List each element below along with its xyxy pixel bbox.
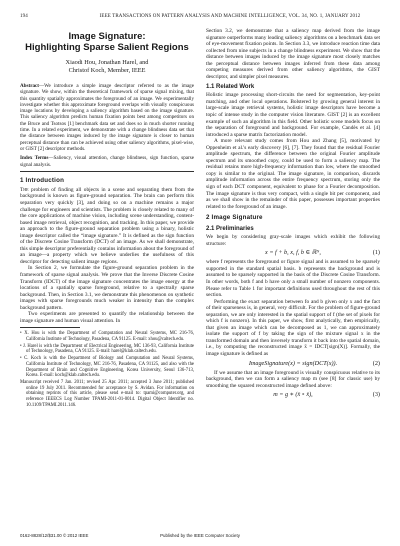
prelim-paragraph-2: where f represents the foreground or figure signal and is assumed to be sparsely supported in the standard spatial basis. b represents the background and is assumed to be sparsely supported in the basis of the Discrete Cosine Transform. In other words, both f and b have only a small number of nonzero components. Please refer to Table 1 for important definitions used throughout the rest of this section. [206,259,380,299]
intro-paragraph-1 [20,187,194,266]
equation-2-number: (2) [372,359,380,367]
right-column [206,28,380,401]
abstract [20,83,194,152]
paper-title [20,31,194,53]
subsection-heading-preliminaries: 2.1 Preliminaries [206,226,254,233]
footer-publisher: Published by the IEEE Computer Society [160,533,240,538]
right-paragraph-1: Section 3.2, we demonstrate that a saliency map derived from the image signature outperforms many leading saliency algorithms on a benchmark data set of eye-movement fixation points. In Section 3.3, we introduce reaction time data collected from nine subjects in a change blindness experiment. We show that the distance between images induced by the image signature most closely matches the perceptual distance between images inferred from these data among competing measures derived from other saliency algorithms, the GIST descriptor, and simpler pixel measures. [206,28,380,80]
author-list [20,59,194,75]
abstract-divider [20,171,194,172]
section-heading-introduction: 1 Introduction [20,176,65,184]
footnote-rule [20,327,80,328]
footnote-koch: • C. Koch is with the Department of Biology and Computation and Neural Systems, California Institute of Technology, MC 216-76, Pasadena, CA 91125, and also with the Department of Brain and Cognitive Engineering, Korea University, Seoul 136-713, Korea. E-mail: koch@klab.caltech.edu. [20,356,194,379]
equation-1-number: (1) [372,249,380,257]
intro-paragraph-2: In Section 2, we formulate the figure-ground separation problem in the framework of sparse signal analysis. We prove that the Inverse Discrete Cosine Transform (IDCT) of the image signature concentrates the image energy at the locations of a spatially sparse foreground, relative to a spectrally sparse background. Then, in Section 3.1, we demonstrate this phenomenon on synthetic images with sparse foregrounds much weaker in intensity than the complex background pattern. [20,265,194,311]
related-paragraph-1: Holistic image processing short-circuits the need for segmentation, key-point matching, and other local operations. Bolstered by growing general interest in large-scale image retrieval systems, holistic image descriptors have become a topic of intense study in the computer vision literature. GIST [2] is an excellent example of such an algorithm in this field. Other holistic scene models focus on the separation of foreground and background. For example, Candès et al. [4] introduced a sparse matrix factorization model. [206,92,380,138]
title-line-1: Image Signature: [68,31,146,42]
equation-2-body: ImageSignature(x) = sign(DCT(x)). [248,359,338,367]
subsection-heading-related-work: 1.1 Related Work [206,84,255,91]
page-number: 194 [20,14,28,19]
footnote-harel: • J. Harel is with the Department of Electrical Engineering, MC 136-93, California Institute of Technology, Pasadena, CA 91125. E-mail: harel@klab.caltech.edu. [20,343,194,355]
title-line-2: Highlighting Sparse Salient Regions [25,42,189,53]
equation-3 [206,390,380,400]
authors-line-2: Christof Koch, Member, IEEE [68,67,146,74]
authors-line-1: Xiaodi Hou, Jonathan Harel, and [65,59,149,66]
index-terms-label: Index Terms [20,155,49,162]
prelim-paragraph-3: Performing the exact separation between fo and b given only x and the fact of their sparseness is, in general, very difficult. For the problem of figure-ground separation, we are only interested in the spatial support of f (the set of pixels for which f is nonzero). In this paper, we show, first analytically, then empirically, that given an image which can be decomposed as 1, we can approximately isolate the support of f by taking the sign of the mixture signal x in the transformed domain and then inversely transform it back into the spatial domain, i.e., by computing the reconstructed image x̄ = IDCT[sign(X)]. Formally, the image signature is defined as [206,298,380,357]
intro-paragraph-1-text: problem of finding all objects in a scene and separating them from the background is known as figure-ground separation. The brain can perform this separation very quickly [3], and doing so on a machine remains a major challenge for engineers and scientists. The problem is closely related to many of the core applications of machine vision, including scene understanding, content-based image retrieval, object recognition, and tracking. In this paper, we provide an approach to the figure-ground separation problem using a binary, holistic image descriptor called the “image signature.” It is defined as the sign function of the Discrete Cosine Transform (DCT) of an image. As we shall demonstrate, this simple descriptor preferentially contains information about the foreground of an image—a property which we believe underlies the usefulness of this descriptor for detecting salient image regions. [20,186,194,265]
index-terms [20,155,194,168]
intro-lead-word: The [20,186,29,193]
equation-1 [206,248,380,258]
abstract-text: —We introduce a simple image descriptor referred to as the image signature. We show, within the theoretical framework of sparse signal mixing, that this quantity spatially approximates the foreground of an image. We experimentally investigate whether this approximate foreground overlaps with visually conspicuous image locations by developing a saliency algorithm based on the image signature. This saliency algorithm predicts human fixation points best among competitors on the Bruce and Tsotsos [1] benchmark data set and does so in much shorter running time. In a related experiment, we demonstrate with a change blindness data set that the distance between images induced by the image signature is closer to human perceptual distance than can be achieved using other saliency algorithms, pixel-wise, or GIST [2] descriptor methods. [20,83,194,152]
abstract-label: Abstract [20,83,39,89]
prelim-paragraph-1: We begin by considering gray-scale images which exhibit the following structure: [206,234,380,247]
index-terms-text: —Saliency, visual attention, change blindness, sign function, sparse signal analysis. [20,155,194,168]
section-heading-image-signature: 2 Image Signature [206,214,263,222]
left-column [20,28,194,409]
journal-name: IEEE TRANSACTIONS ON PATTERN ANALYSIS AND MACHINE INTELLIGENCE, VOL. 34, NO. 1, JANUARY 2012 [99,14,361,19]
equation-2 [206,359,380,369]
footnote-hou: • X. Hou is with the Department of Computation and Neural Systems, MC 216-76, California Institute of Technology, Pasadena, CA 91125. E-mail: xhou@caltech.edu. [20,331,194,343]
intro-paragraph-3: Two experiments are presented to quantify the relationship between the image signature and human visual attention. In [20,311,194,324]
footnotes [20,327,194,408]
footer-copyright: 0162-8828/12/$31.00 © 2012 IEEE [20,533,89,538]
equation-1-body: x = f + b, x, f, b ∈ ℝᴺ, [265,249,321,257]
running-header [20,14,380,24]
equation-3-number: (3) [372,391,380,399]
prelim-paragraph-4: If we assume that an image foreground is visually conspicuous relative to its background, then we can form a saliency map m (see [8] for classic use) by smoothing the squared reconstructed image defined above: [206,369,380,389]
footnote-manuscript: Manuscript received 7 Jan. 2011; revised 25 Apr. 2011; accepted 3 June 2011; published online 19 July 2011. Recommended for acceptance by S. Avidan. For information on obtaining reprints of this article, please send e-mail to: tpami@computer.org, and reference IEEECS Log Number TPAMI-2011-01-0014. Digital Object Identifier no. 10.1109/TPAMI.2011.146. [20,379,194,408]
page-footer [20,533,380,541]
equation-3-body: m = g ∗ (x̄ ∘ x̄), [273,391,313,399]
related-paragraph-2: A more relevant study comes from Hou and Zhang [5], motivated by Oppenheim et al.'s early discovery [6], [7]. They found that the residual Fourier amplitude spectrum, the difference between the original Fourier amplitude spectrum and its smoothed copy, could be used to form a saliency map. The residual retains more high-frequency information than low, where the smoothed copy is similar to the original. The image signature, in comparison, discards amplitude information across the entire frequency spectrum, storing only the sign of each DCT component, equivalent to phase for a Fourier decomposition. The image signature is thus very compact, with a single bit per component, and as we shall show in the remainder of this paper, possesses important properties related to the foreground of an image. [206,138,380,210]
